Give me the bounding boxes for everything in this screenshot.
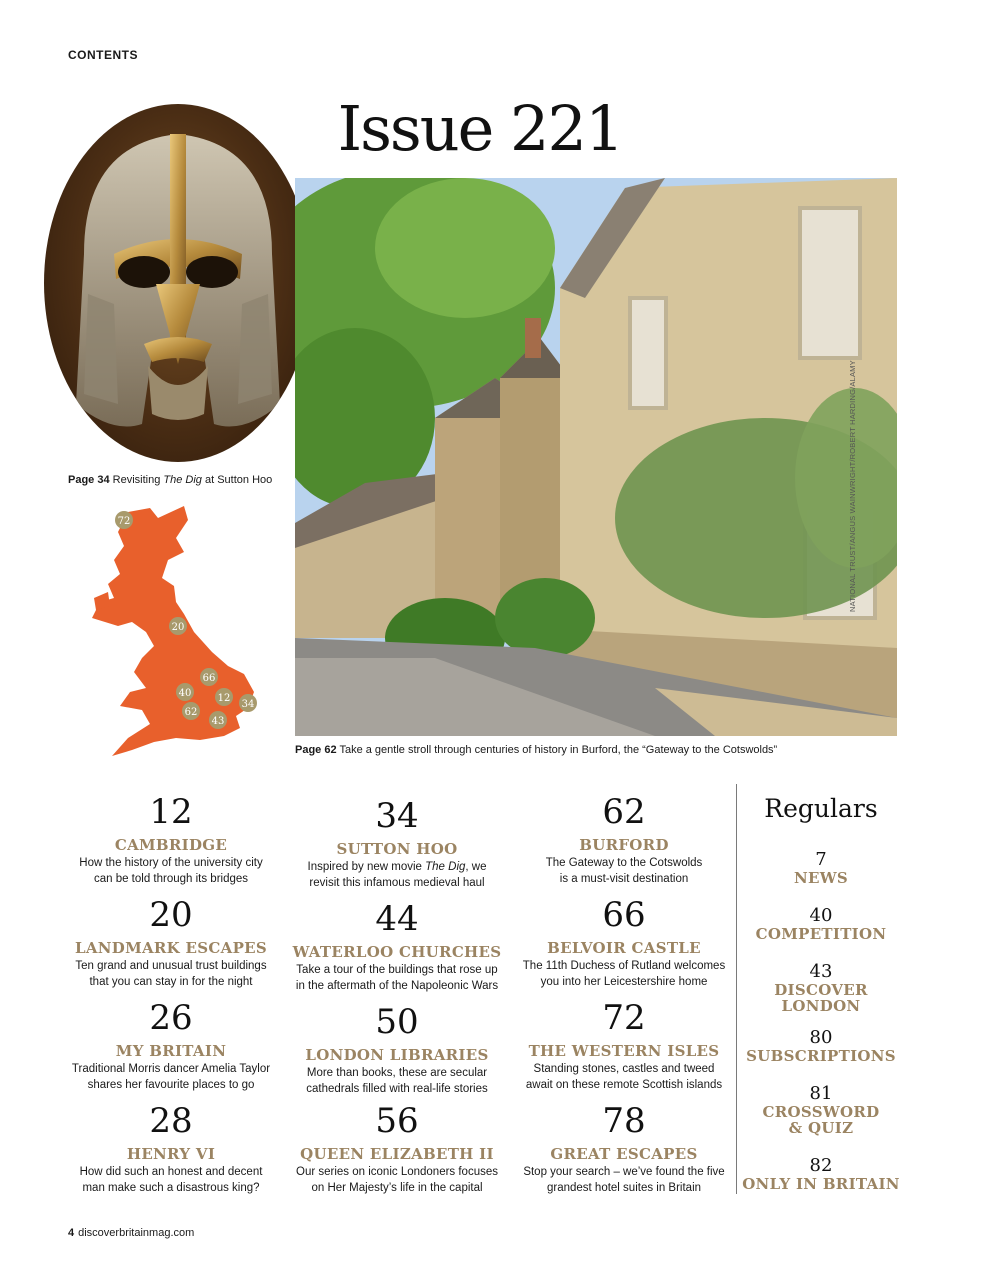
map-pin-43 [209,711,227,729]
feature-heading: SUTTON HOO [336,840,458,858]
feature-entry[interactable] [509,792,739,887]
feature-description: Traditional Morris dancer Amelia Taylor shares her favourite places to go [71,1063,271,1091]
feature-entry[interactable] [509,895,739,990]
feature-description: Ten grand and unusual trust buildings that you can stay in for the night [75,960,267,988]
page-number: 66 [602,895,646,935]
svg-text:72: 72 [117,516,131,527]
feature-heading: THE WESTERN ISLES [528,1042,720,1060]
feature-description: Inspired by new movie The Dig, we revisit this infamous medieval haul [307,861,487,889]
feature-description: The 11th Duchess of Rutland welcomes you into her Leicestershire home [522,960,726,988]
feature-description: Standing stones, castles and tweed await on these remote Scottish islands [525,1063,723,1091]
uk-map [88,502,268,758]
page-number: 7 [815,849,827,870]
column-divider [736,784,737,1194]
feature-description: Stop your search – we’ve found the five grandest hotel suites in Britain [523,1166,725,1194]
page-number: 80 [809,1027,833,1048]
website-url: discoverbritainmag.com [78,1227,195,1239]
feature-heading: BELVOIR CASTLE [547,939,701,957]
regular-label: NEWS [793,869,849,887]
feature-entry[interactable] [282,796,512,891]
map-pin-66 [200,668,218,686]
regular-entry[interactable] [742,1156,900,1192]
feature-entry[interactable] [282,1101,512,1196]
map-pin-34 [239,694,257,712]
page-number: 81 [809,1083,833,1104]
map-pin-40 [176,683,194,701]
feature-entry[interactable] [509,998,739,1093]
feature-heading: WATERLOO CHURCHES [292,943,502,961]
regular-entry[interactable] [742,850,900,886]
feature-entry[interactable] [282,1002,512,1097]
feature-heading: LONDON LIBRARIES [305,1046,489,1064]
page-number: 12 [149,792,193,832]
regular-label: CROSSWORD & QUIZ [762,1103,880,1137]
page-number: 72 [602,998,646,1038]
map-pin-62 [182,702,200,720]
feature-entry[interactable] [56,792,286,887]
feature-heading: LANDMARK ESCAPES [74,939,268,957]
feature-entry[interactable] [509,1101,739,1196]
regular-label: COMPETITION [755,925,887,943]
photo-credit: NATIONAL TRUST/ANGUS WAINWRIGHT/ROBERT HARDING/ALAMY [848,360,857,612]
svg-text:34: 34 [241,699,255,710]
regular-entry[interactable] [742,1084,900,1136]
feature-heading: MY BRITAIN [115,1042,227,1060]
page-number: 78 [602,1101,646,1141]
feature-description: Our series on iconic Londoners focuses on Her Majesty’s life in the capital [296,1166,498,1194]
svg-text:12: 12 [217,693,231,704]
map-pin-12 [215,688,233,706]
section-label: CONTENTS [68,48,138,62]
sutton-hoo-helmet-image [44,104,312,462]
regular-entry[interactable] [742,962,900,1014]
page-number: 40 [809,905,833,926]
regular-entry[interactable] [742,906,900,942]
burford-caption: Page 62 Take a gentle stroll through centuries of history in Burford, the “Gateway to the Cotswolds” [295,744,778,756]
feature-description: The Gateway to the Cotswolds is a must-visit destination [545,857,703,885]
feature-description: Take a tour of the buildings that rose up in the aftermath of the Napoleonic Wars [295,964,499,992]
page-number: 50 [375,1002,419,1042]
issue-title: Issue 221 [337,92,623,165]
feature-entry[interactable] [56,895,286,990]
feature-description: How the history of the university city can be told through its bridges [79,857,263,885]
page-footer [68,1227,194,1239]
page-number: 20 [149,895,193,935]
page-number: 26 [149,998,193,1038]
feature-heading: HENRY VI [126,1145,216,1163]
helmet-caption: Page 34 Revisiting The Dig at Sutton Hoo [68,474,273,486]
feature-entry[interactable] [56,998,286,1093]
burford-street-photo [295,178,897,736]
page-number: 62 [602,792,646,832]
regulars-title: Regulars [764,794,878,823]
feature-heading: GREAT ESCAPES [550,1145,698,1163]
map-pin-72 [115,511,133,529]
svg-text:62: 62 [184,707,198,718]
svg-text:40: 40 [178,688,192,699]
feature-heading: QUEEN ELIZABETH II [300,1145,494,1163]
page-number: 28 [149,1101,193,1141]
regular-label: SUBSCRIPTIONS [746,1047,896,1065]
feature-heading: CAMBRIDGE [114,836,228,854]
svg-text:43: 43 [211,716,225,727]
page-number: 34 [375,796,419,836]
page-number: 82 [809,1155,833,1176]
page-number: 56 [375,1101,419,1141]
map-pin-20 [169,617,187,635]
feature-entry[interactable] [282,899,512,994]
folio-number: 4 [68,1227,75,1239]
regular-label: ONLY IN BRITAIN [742,1175,900,1193]
page-number: 44 [375,899,419,939]
feature-entry[interactable] [56,1101,286,1196]
svg-text:20: 20 [171,622,185,633]
regular-label: DISCOVER LONDON [774,981,868,1015]
feature-description: How did such an honest and decent man make such a disastrous king? [79,1166,263,1194]
page-number: 43 [809,961,833,982]
svg-text:66: 66 [202,673,216,684]
feature-description: More than books, these are secular cathedrals filled with real-life stories [306,1067,488,1095]
regular-entry[interactable] [742,1028,900,1064]
feature-heading: BURFORD [579,836,669,854]
